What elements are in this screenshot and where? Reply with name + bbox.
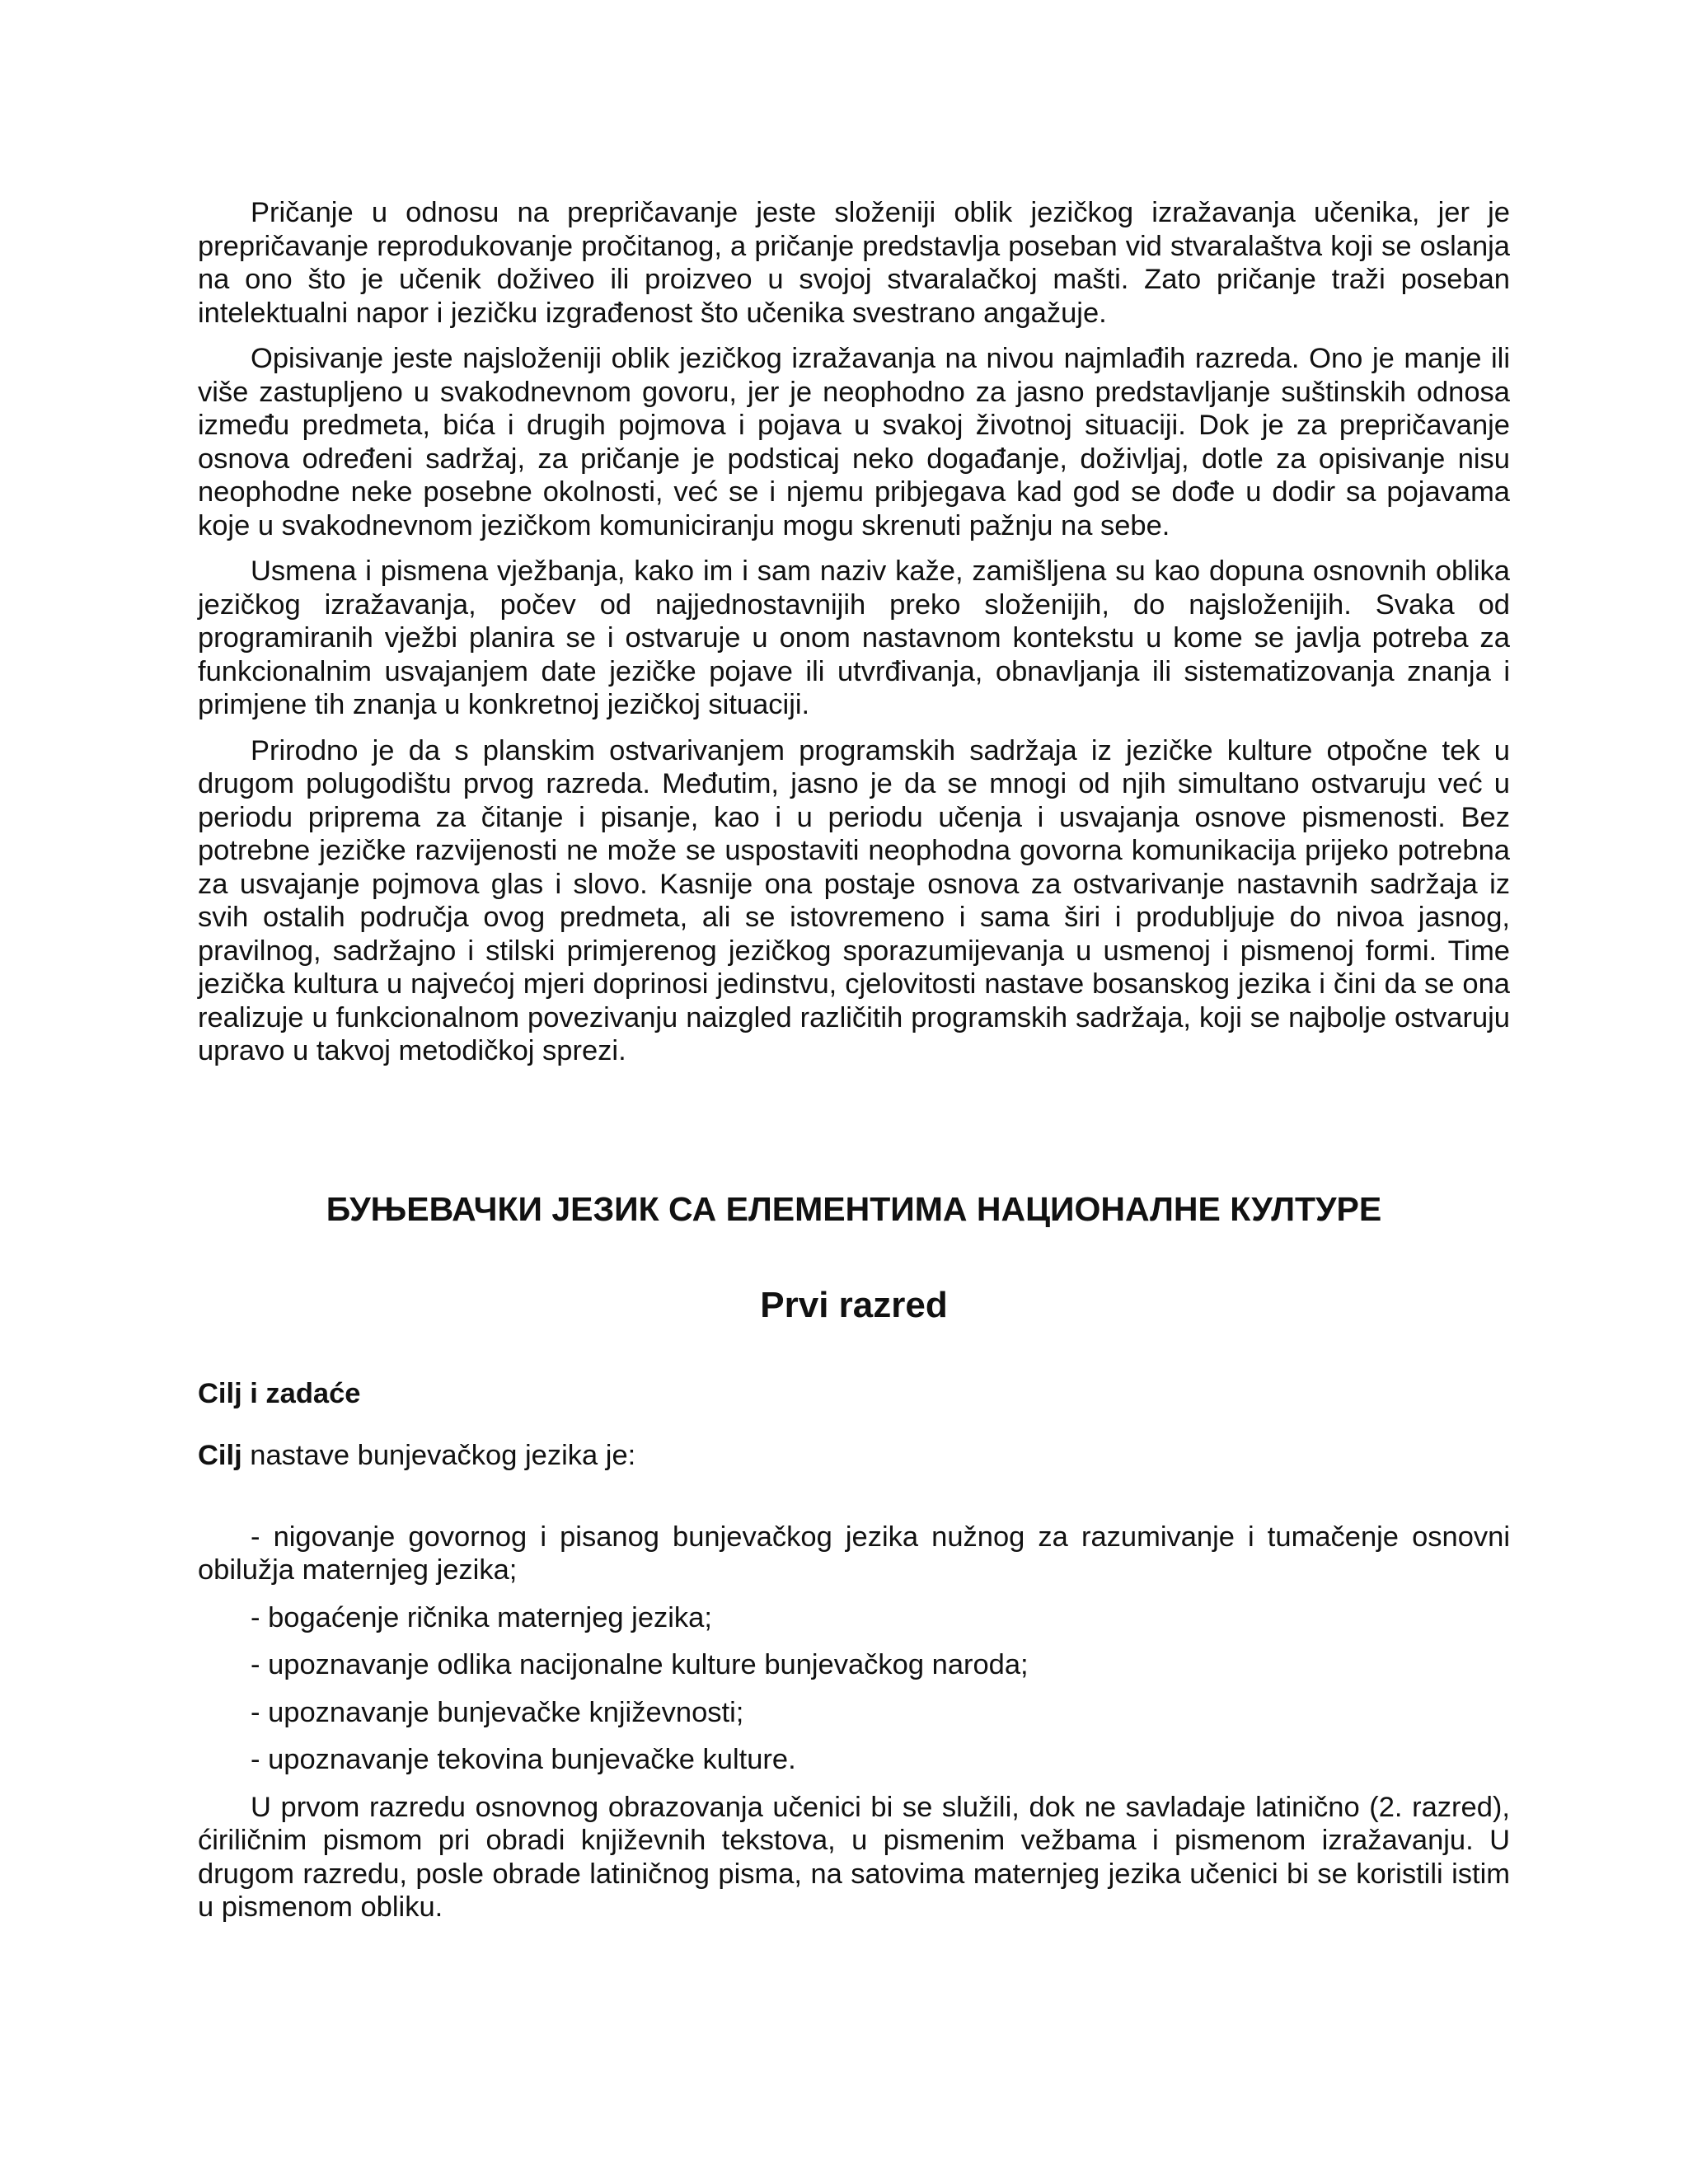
section-heading-cyrillic: БУЊЕВАЧКИ ЈЕЗИК СА ЕЛЕМЕНТИМА НАЦИОНАЛНЕ КУЛТУРЕ — [326, 1190, 1382, 1228]
paragraph-opisivanje: Opisivanje jeste najsloženiji oblik jezičkog izražavanja na nivou najmlađih razreda. Ono je manje ili više zastupljeno u svakodnevnom govoru, jer je neophodno za jasno predstavljanje suštinskih odnosa između predmeta, bića i drugih pojmova i pojava u svakoj životnoj situaciji. Dok je za prepričavanje osnova određeni sadržaj, za pričanje je podsticaj neko događanje, doživljaj, dotle za opisivanje nisu neophodne neke posebne okolnosti, već se i njemu pribjegava kad god se dođe u dodir sa pojavama koje u svakodnevnom jezičkom komuniciranju mogu skrenuti pažnju na sebe. — [198, 343, 1510, 541]
grade-heading: Prvi razred — [760, 1285, 948, 1325]
goal-list-item: - nigovanje govornog i pisanog bunjevačkog jezika nužnog za razumivanje i tumačenje osnovni obilužja maternjeg jezika; — [198, 1521, 1510, 1586]
goal-intro-text: nastave bunjevačkog jezika je: — [241, 1440, 636, 1471]
goal-list-item: - bogaćenje ričnika maternjeg jezika; — [251, 1601, 712, 1633]
goals-section — [198, 1439, 1510, 1924]
paragraph-pricanje: Pričanje u odnosu na prepričavanje jeste složeniji oblik jezičkog izražavanja učenika, jer je prepričavanje reprodukovanje pročitanog, a pričanje predstavlja poseban vid stvaralaštva koji se oslanja na ono što je učenik doživeo ili proizveo u svojoj stvaralačkoj mašti. Zato pričanje traži poseban intelektualni napor i jezičku izgrađenost što učenika svestrano angažuje. — [198, 197, 1510, 329]
goal-list-item: - upoznavanje bunjevačke književnosti; — [251, 1696, 744, 1728]
paragraph-jezicka-kultura: Prirodno je da s planskim ostvarivanjem programskih sadržaja iz jezičke kulture otpočne tek u drugom polugodištu prvog razreda. Međutim, jasno je da se mnogi od njih simultano ostvaruju već u periodu priprema za čitanje i pisanje, kao i u periodu učenja i usvajanja osnove pismenosti. Bez potrebne jezičke razvijenosti ne može se uspostaviti neophodna govorna komunikacija prijeko potrebna za usvajanje pojmova glas i slovo. Kasnije ona postaje osnova za ostvarivanje nastavnih sadržaja iz svih ostalih područja ovog predmeta, ali se istovremeno i sama širi i produbljuje do nivoa jasnog, pravilnog, sadržajno i stilski primjerenog jezičkog sporazumijevanja u usmenoj i pismenoj formi. Time jezička kultura u najvećoj mjeri doprinosi jedinstvu, cjelovitosti nastave bosanskog jezika i čini da se ona realizuje u funkcionalnom povezivanju naizgled različitih programskih sadržaja, koji se najbolje ostvaruju upravo u takvoj metodičkoj sprezi. — [198, 734, 1510, 1066]
document-page — [198, 196, 1510, 1923]
goal-label: Cilj — [198, 1440, 242, 1471]
paragraph-pismo: U prvom razredu osnovnog obrazovanja učenici bi se služili, dok ne savladaje latinično (2. razred), ćiriličnim pismom pri obradi književnih tekstova, u pismenim vežbama i pismenom izražavanju. U drugom razredu, posle obrade latiničnog pisma, na satovima maternjeg jezika učenici bi se koristili istim u pismenom obliku. — [198, 1791, 1510, 1923]
goal-intro-line — [198, 1439, 1510, 1473]
goal-list-item: - upoznavanje tekovina bunjevačke kulture. — [251, 1744, 796, 1775]
goals-subheading: Cilj i zadaće — [198, 1378, 361, 1409]
goal-list-item: - upoznavanje odlika nacijonalne kulture bunjevačkog naroda; — [251, 1649, 1029, 1680]
paragraph-vjezbanja: Usmena i pismena vježbanja, kako im i sam naziv kaže, zamišljena su kao dopuna osnovnih oblika jezičkog izražavanja, počev od najjednostavnijih preko složenijih, do najsloženijih. Svaka od programiranih vježbi planira se i ostvaruje u onom nastavnom kontekstu u kome se javlja potreba za funkcionalnim usvajanjem date jezičke pojave ili utvrđivanja, obnavljanja ili sistematizovanja znanja i primjene tih znanja u konkretnoj jezičkoj situaciji. — [198, 555, 1510, 720]
